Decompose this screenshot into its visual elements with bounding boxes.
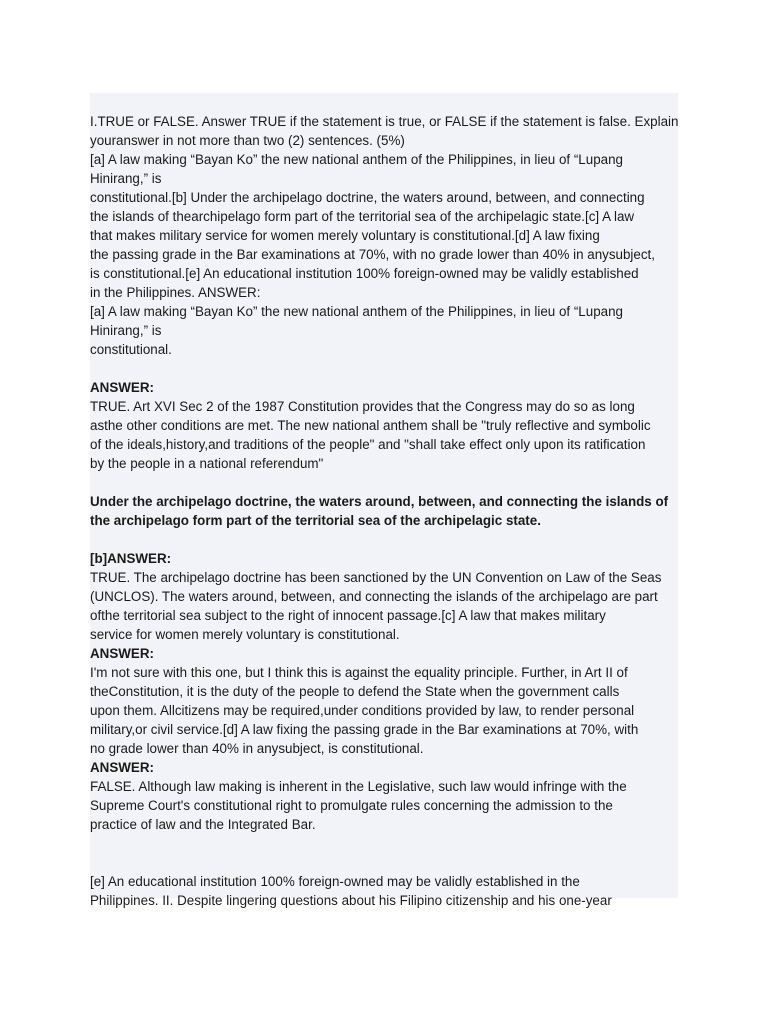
heading-line: Under the archipelago doctrine, the waters around, between, and connecting the islands of [90, 494, 669, 509]
text-line: that makes military service for women merely voluntary is constitutional.[d] A law fixing [90, 228, 600, 243]
text-line: asthe other conditions are met. The new national anthem shall be "truly reflective and symbolic [90, 418, 651, 433]
blank-line [90, 359, 678, 378]
text-line: theConstitution, it is the duty of the people to defend the State when the government calls [90, 684, 620, 699]
text-line: service for women merely voluntary is constitutional. [90, 627, 400, 642]
heading-line: ANSWER: [90, 760, 154, 775]
blank-line [90, 473, 678, 492]
text-line: [a] A law making “Bayan Ko” the new national anthem of the Philippines, in lieu of “Lupang [90, 304, 623, 319]
text-line: TRUE. Art XVI Sec 2 of the 1987 Constitution provides that the Congress may do so as long [90, 399, 635, 414]
text-line: upon them. Allcitizens may be required,under conditions provided by law, to render personal [90, 703, 635, 718]
heading-line: [b]ANSWER: [90, 551, 172, 566]
text-line: (UNCLOS). The waters around, between, and connecting the islands of the archipelago are part [90, 589, 658, 604]
blank-line [90, 834, 678, 853]
text-line: Hinirang,” is [90, 171, 162, 186]
text-line: youranswer in not more than two (2) sentences. (5%) [90, 133, 405, 148]
blank-line [90, 530, 678, 549]
text-line: Supreme Court's constitutional right to promulgate rules concerning the admission to the [90, 798, 613, 813]
heading-line: ANSWER: [90, 380, 154, 395]
text-line: is constitutional.[e] An educational institution 100% foreign-owned may be validly established [90, 266, 639, 281]
text-line: [a] A law making “Bayan Ko” the new national anthem of the Philippines, in lieu of “Lupang [90, 152, 623, 167]
text-line: no grade lower than 40% in anysubject, is constitutional. [90, 741, 424, 756]
text-line: TRUE. The archipelago doctrine has been sanctioned by the UN Convention on Law of the Seas [90, 570, 662, 585]
text-line: ofthe territorial sea subject to the right of innocent passage.[c] A law that makes military [90, 608, 606, 623]
blank-line [90, 853, 678, 872]
text-line: [e] An educational institution 100% foreign-owned may be validly established in the [90, 874, 580, 889]
text-line: I.TRUE or FALSE. Answer TRUE if the statement is true, or FALSE if the statement is false. Explain [90, 114, 679, 129]
text-line: practice of law and the Integrated Bar. [90, 817, 316, 832]
heading-line: ANSWER: [90, 646, 154, 661]
heading-line: the archipelago form part of the territorial sea of the archipelagic state. [90, 513, 541, 528]
text-line: Hinirang,” is [90, 323, 162, 338]
document-page [90, 93, 679, 908]
text-line: in the Philippines. ANSWER: [90, 285, 261, 300]
text-line: constitutional.[b] Under the archipelago doctrine, the waters around, between, and connecting [90, 190, 645, 205]
text-line: by the people in a national referendum" [90, 456, 324, 471]
text-line: FALSE. Although law making is inherent in the Legislative, such law would infringe with the [90, 779, 627, 794]
text-line: constitutional. [90, 342, 172, 357]
text-line: the islands of thearchipelago form part of the territorial sea of the archipelagic state.[c] A law [90, 209, 635, 224]
text-line: of the ideals,history,and traditions of the people" and "shall take effect only upon its ratification [90, 437, 646, 452]
document-body [90, 93, 678, 910]
text-line: military,or civil service.[d] A law fixing the passing grade in the Bar examinations at 70%, with [90, 722, 639, 737]
text-line: Philippines. II. Despite lingering questions about his Filipino citizenship and his one-year [90, 893, 612, 908]
text-line: I'm not sure with this one, but I think this is against the equality principle. Further, in Art II of [90, 665, 628, 680]
text-line: the passing grade in the Bar examinations at 70%, with no grade lower than 40% in anysubject, [90, 247, 655, 262]
